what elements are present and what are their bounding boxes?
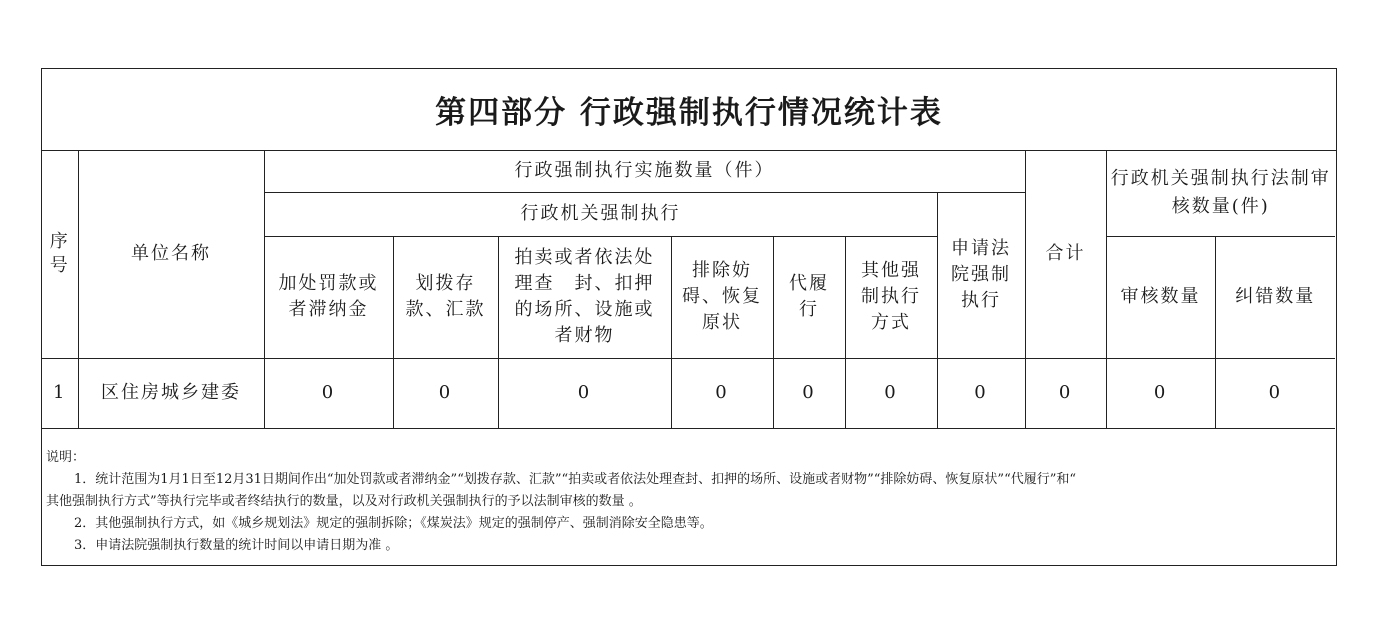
cell-other: 0 bbox=[845, 358, 937, 428]
cell-fine: 0 bbox=[264, 358, 393, 428]
header-remove: 排除妨碍、恢复原状 bbox=[671, 236, 773, 358]
cell-transfer: 0 bbox=[393, 358, 498, 428]
note-3: 3．申请法院强制执行数量的统计时间以申请日期为准 。 bbox=[74, 538, 399, 553]
header-auction: 拍卖或者依法处理查 封、扣押的场所、设施或者财物 bbox=[498, 236, 671, 358]
cell-auction: 0 bbox=[498, 358, 671, 428]
header-fine: 加处罚款或者滞纳金 bbox=[264, 236, 393, 358]
page-title: 第四部分 行政强制执行情况统计表 bbox=[42, 69, 1336, 151]
header-other: 其他强制执行方式 bbox=[845, 236, 937, 358]
header-seq: 序号 bbox=[42, 150, 78, 358]
cell-unit-name: 区住房城乡建委 bbox=[78, 358, 264, 428]
table-row bbox=[42, 358, 1335, 428]
cell-court: 0 bbox=[937, 358, 1025, 428]
header-review-group: 行政机关强制执行法制审核数量(件) bbox=[1106, 150, 1335, 236]
header-court: 申请法院强制执行 bbox=[937, 192, 1025, 358]
header-review-count: 审核数量 bbox=[1106, 236, 1215, 358]
notes-heading: 说明： bbox=[46, 450, 86, 465]
notes-section bbox=[46, 447, 1332, 557]
header-transfer: 划拨存款、汇款 bbox=[393, 236, 498, 358]
cell-seq: 1 bbox=[42, 358, 78, 428]
header-impl-group: 行政强制执行实施数量（件） bbox=[264, 150, 1025, 192]
cell-proxy: 0 bbox=[773, 358, 845, 428]
note-1-line-1: 1．统计范围为1月1日至12月31日期间作出“加处罚款或者滞纳金”“划拨存款、汇款”“拍卖或者依法处理查封、扣押的场所、设施或者财物”“排除妨碍、恢复原状”“代履行”和“ bbox=[74, 472, 1077, 487]
header-correct-count: 纠错数量 bbox=[1215, 236, 1335, 358]
note-1-line-2: 其他强制执行方式”等执行完毕或者终结执行的数量，以及对行政机关强制执行的予以法制审核的数量 。 bbox=[46, 494, 642, 509]
note-2: 2．其他强制执行方式，如《城乡规划法》规定的强制拆除；《煤炭法》规定的强制停产、强制消除安全隐患等。 bbox=[74, 516, 713, 531]
header-unit-name: 单位名称 bbox=[78, 150, 264, 358]
statistics-table bbox=[42, 150, 1335, 429]
header-proxy: 代履行 bbox=[773, 236, 845, 358]
header-total: 合计 bbox=[1025, 150, 1106, 358]
cell-total: 0 bbox=[1025, 358, 1106, 428]
header-row-1 bbox=[42, 150, 1335, 192]
statistics-form bbox=[41, 68, 1337, 566]
header-agency-group: 行政机关强制执行 bbox=[264, 192, 937, 236]
cell-review-count: 0 bbox=[1106, 358, 1215, 428]
cell-remove: 0 bbox=[671, 358, 773, 428]
cell-correct-count: 0 bbox=[1215, 358, 1335, 428]
